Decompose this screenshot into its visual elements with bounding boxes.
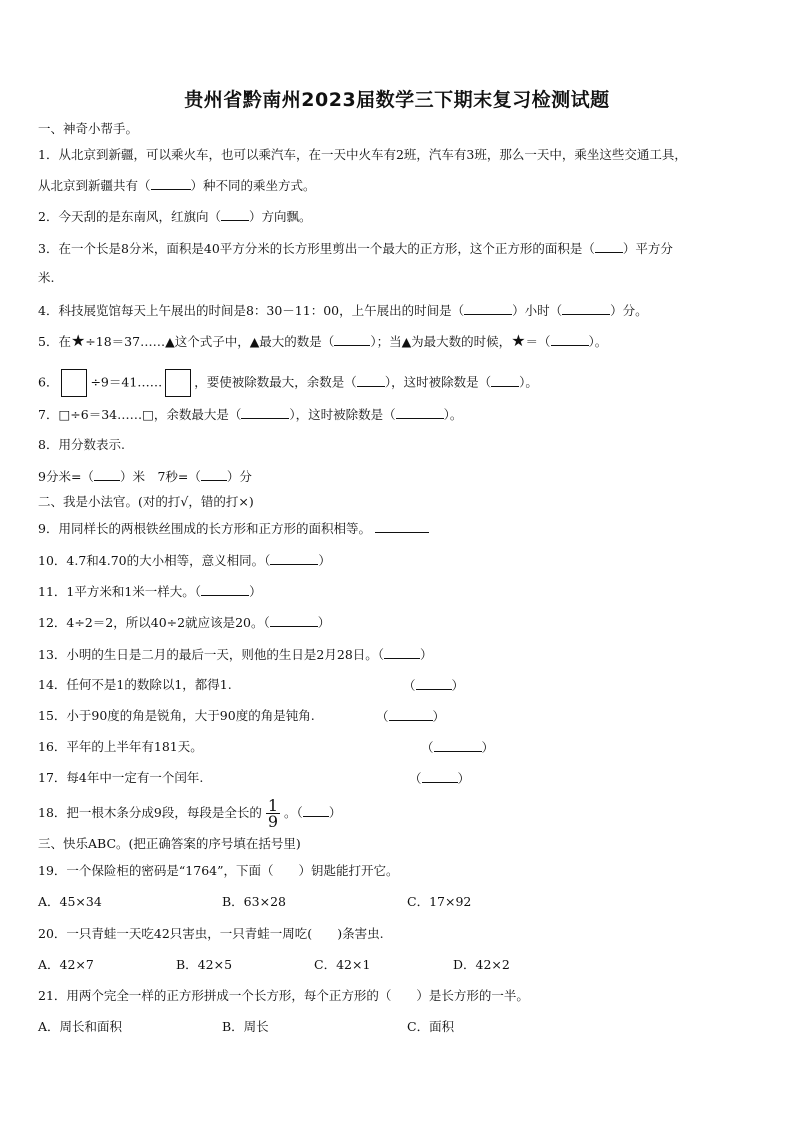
question-21: 21．用两个完全一样的正方形拼成一个长方形，每个正方形的（ ）是长方形的一半。 [38, 988, 529, 1003]
option-20-b[interactable]: B．42×5 [176, 957, 233, 972]
answer-blank[interactable] [384, 646, 420, 659]
question-1-line-2: 从北京到新疆共有（ ）种不同的乘坐方式。 [38, 178, 316, 193]
option-20-c[interactable]: C．42×1 [314, 957, 371, 972]
question-20: 20．一只青蛙一天吃42只害虫，一只青蛙一周吃( )条害虫. [38, 926, 384, 941]
answer-blank[interactable] [422, 770, 458, 783]
question-16: 16．平年的上半年有181天。 [38, 739, 203, 754]
answer-blank[interactable] [464, 302, 512, 315]
star-icon: ★ [70, 331, 86, 350]
question-15-answer: （ ） [376, 709, 446, 724]
question-6: 6． ÷9＝41…… ，要使被除数最大，余数是（ ），这时被除数是（ ）。 [38, 369, 538, 397]
section-2-heading: 二、我是小法官。(对的打√，错的打×) [38, 494, 254, 509]
section-1-heading: 一、神奇小帮手。 [38, 121, 139, 136]
question-8: 8．用分数表示. [38, 437, 125, 452]
question-10: 10．4.7和4.70的大小相等，意义相同。（ ） [38, 553, 331, 568]
answer-blank[interactable] [94, 468, 120, 481]
answer-blank[interactable] [389, 708, 433, 721]
question-17-answer: （ ） [409, 771, 471, 786]
option-21-a[interactable]: A．周长和面积 [38, 1019, 123, 1034]
question-12: 12．4÷2＝2，所以40÷2就应该是20。（ ） [38, 615, 331, 630]
question-19: 19．一个保险柜的密码是“1764”，下面（ ）钥匙能打开它。 [38, 863, 399, 878]
question-3-line-2: 米. [38, 270, 55, 285]
question-3-line-1: 3．在一个长是8分米，面积是40平方分米的长方形里剪出一个最大的正方形，这个正方形的面积是（ ）平方分 [38, 241, 673, 256]
option-19-c[interactable]: C．17×92 [407, 894, 472, 909]
answer-blank[interactable] [434, 739, 482, 752]
question-14-answer: （ ） [403, 678, 465, 693]
question-17: 17．每4年中一定有一个闰年. [38, 770, 204, 785]
answer-blank[interactable] [562, 302, 610, 315]
question-18: 18．把一根木条分成9段，每段是全长的 $\frac{1}{9}$ 。（ ） [38, 796, 342, 831]
answer-blank[interactable] [270, 552, 318, 565]
question-2: 2．今天刮的是东南风，红旗向（ ）方向飘。 [38, 209, 312, 224]
option-19-b[interactable]: B．63×28 [222, 894, 286, 909]
answer-blank[interactable] [151, 177, 191, 190]
answer-blank[interactable] [201, 468, 227, 481]
answer-blank[interactable] [221, 208, 249, 221]
fraction-one-ninth: $\frac{1}{9}$ [267, 796, 279, 831]
question-8-items: 9分米=（ ）米 7秒=（ ）分 [38, 469, 252, 484]
question-5: 5．在★÷18＝37……▲这个式子中，▲最大的数是（ ）；当▲为最大数的时候，★＝（ ）。 [38, 331, 608, 350]
page-title: 贵州省黔南州2023届数学三下期末复习检测试题 [184, 89, 610, 111]
answer-blank[interactable] [375, 520, 429, 533]
option-21-b[interactable]: B．周长 [222, 1019, 269, 1034]
question-11: 11．1平方米和1米一样大。（ ） [38, 584, 262, 599]
option-20-a[interactable]: A．42×7 [38, 957, 94, 972]
question-16-answer: （ ） [421, 740, 495, 755]
question-7: 7．□÷6＝34……□，余数最大是（ ），这时被除数是（ ）。 [38, 407, 463, 422]
option-19-a[interactable]: A．45×34 [38, 894, 102, 909]
star-icon: ★ [511, 331, 526, 350]
question-13: 13．小明的生日是二月的最后一天，则他的生日是2月28日。（ ） [38, 647, 433, 662]
answer-blank[interactable] [551, 333, 589, 346]
question-1-line-1: 1．从北京到新疆，可以乘火车，也可以乘汽车，在一天中火车有2班，汽车有3班，那么一天中，乘坐这些交通工具， [38, 147, 687, 162]
answer-blank[interactable] [334, 333, 370, 346]
question-15: 15．小于90度的角是锐角，大于90度的角是钝角. [38, 708, 315, 723]
question-4: 4．科技展览馆每天上午展出的时间是8：30－11：00，上午展出的时间是（ ）小时（ ）分。 [38, 303, 648, 318]
empty-box [165, 369, 191, 397]
answer-blank[interactable] [595, 240, 623, 253]
question-14: 14．任何不是1的数除以1，都得1. [38, 677, 232, 692]
section-3-heading: 三、快乐ABC。(把正确答案的序号填在括号里) [38, 836, 301, 851]
answer-blank[interactable] [357, 374, 385, 387]
answer-blank[interactable] [201, 583, 249, 596]
answer-blank[interactable] [416, 677, 452, 690]
option-20-d[interactable]: D．42×2 [453, 957, 510, 972]
answer-blank[interactable] [396, 406, 444, 419]
question-9: 9．用同样长的两根铁丝围成的长方形和正方形的面积相等。 [38, 520, 429, 537]
empty-box [61, 369, 87, 397]
option-21-c[interactable]: C．面积 [407, 1019, 455, 1034]
answer-blank[interactable] [241, 406, 289, 419]
answer-blank[interactable] [491, 374, 519, 387]
answer-blank[interactable] [303, 804, 329, 817]
answer-blank[interactable] [270, 614, 318, 627]
